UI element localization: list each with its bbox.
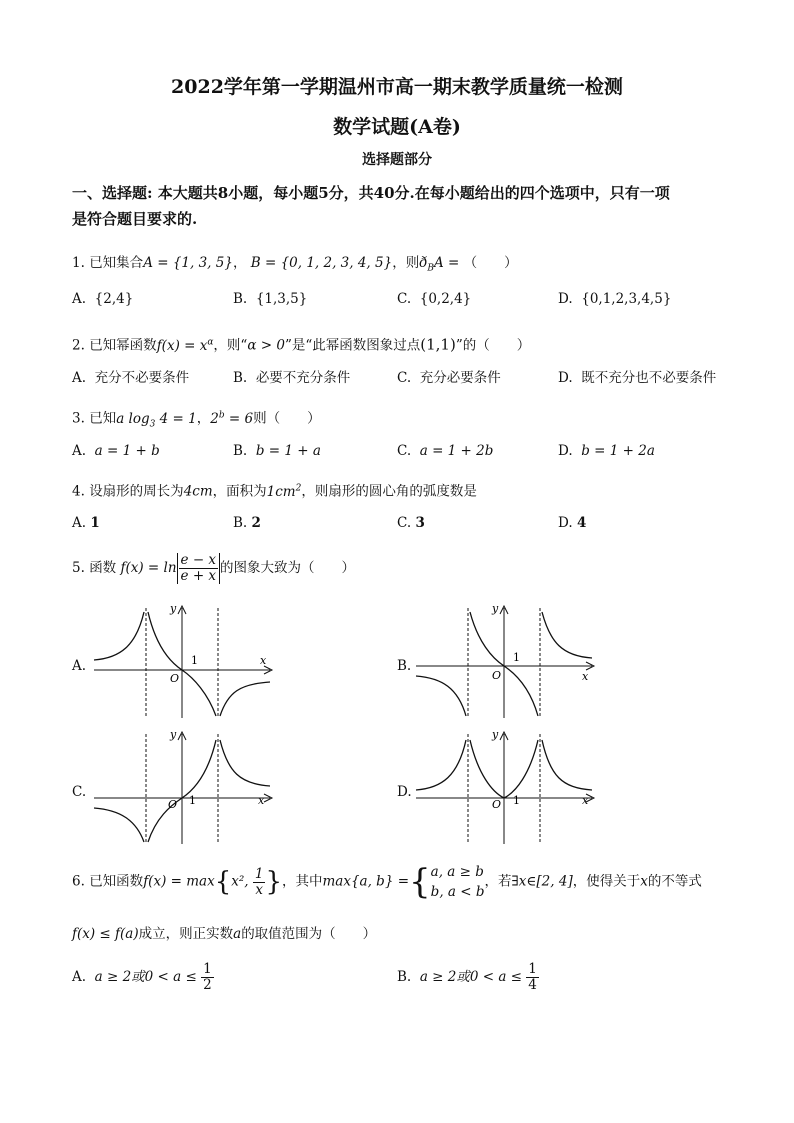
q4-option-d-label: D. xyxy=(558,515,573,531)
q5-graph-label-b: B. xyxy=(397,658,412,674)
section-header-line2: 是符合题目要求的. xyxy=(72,210,198,228)
q6-number: 6. xyxy=(72,873,85,890)
q5-graph-b xyxy=(412,602,597,720)
q6-function: f(x) = max xyxy=(143,873,215,890)
q4-area-exp: 2 xyxy=(295,483,302,493)
q3-option-a-text: a = 1 + b xyxy=(94,443,160,459)
q6-a: a xyxy=(233,926,242,942)
q1-option-b-text: {1,3,5} xyxy=(255,291,308,307)
graph-c-y-axis xyxy=(178,732,186,844)
graph-d-curve-right xyxy=(542,740,592,790)
q2-option-d xyxy=(558,368,716,388)
part-heading: 选择题部分 xyxy=(362,152,432,168)
q6-option-b xyxy=(397,962,539,993)
q2-point: (1,1) xyxy=(420,335,456,354)
question-1: 1. 已知集合A = {1, 3, 5}， B = {0, 1, 2, 3, 4, 5}，则$ð_BA$ = （ ） xyxy=(72,255,518,274)
q6-option-b-den: 4 xyxy=(528,977,537,993)
q5-function: f(x) = ln xyxy=(120,560,177,576)
q1-option-b xyxy=(233,289,307,309)
graph-c-tick: 1 xyxy=(189,794,196,807)
graph-c-x-label: x xyxy=(258,794,265,807)
q4-option-a-label: A. xyxy=(72,515,87,531)
q2-option-b-text: 必要不充分条件 xyxy=(255,370,351,386)
graph-a-y-axis xyxy=(178,606,186,718)
graph-b-curve-right xyxy=(542,612,592,658)
q2-function-exp: α xyxy=(207,337,214,347)
q4-perimeter: 4cm xyxy=(183,483,213,500)
question-6 xyxy=(72,862,702,902)
graph-d-tick: 1 xyxy=(513,794,520,807)
exam-subtitle: 数学试题(A卷) xyxy=(333,116,461,138)
q3-option-d-text: b = 1 + 2a xyxy=(581,443,655,459)
q4-number: 4. xyxy=(72,483,85,500)
q6-option-a-label: A. xyxy=(72,969,87,985)
q1-option-c-label: C. xyxy=(397,291,412,307)
graph-d-y-label: y xyxy=(492,728,499,741)
q2-number: 2. xyxy=(72,337,85,354)
q6-arg: x², xyxy=(231,873,253,890)
q5-graph-d xyxy=(412,728,597,846)
question-6-line2 xyxy=(72,924,376,944)
q2-condition: α > 0 xyxy=(247,337,285,354)
q5-graph-c xyxy=(90,728,275,846)
q3-expr1 xyxy=(116,410,197,430)
exam-title: 2022学年第一学期温州市高一期末教学质量统一检测 xyxy=(171,76,623,98)
graph-c-origin: O xyxy=(168,798,178,811)
q3-option-c xyxy=(397,441,493,461)
q1-option-a xyxy=(72,289,133,309)
q5-fraction xyxy=(179,553,219,584)
graph-d-curve-left xyxy=(416,740,466,790)
q4-option-d xyxy=(558,513,586,533)
q5-text1: 函数 xyxy=(89,560,117,576)
q4-option-b xyxy=(233,513,261,533)
q1-complement-symbol: ð xyxy=(419,255,428,271)
q4-area xyxy=(267,484,302,500)
q1-set-b: B = {0, 1, 2, 3, 4, 5} xyxy=(250,255,393,271)
q6-text4: ，使得关于 xyxy=(572,873,641,890)
graph-b-x-label: x xyxy=(582,670,589,683)
q2-function-expr: f(x) = x xyxy=(156,337,208,354)
q3-expr2-exp: b xyxy=(218,410,225,420)
q6-option-b-text: a ≥ 2或0 < a ≤ xyxy=(419,969,522,985)
q4-option-d-text: 4 xyxy=(576,515,587,531)
q4-option-b-label: B. xyxy=(233,515,248,531)
q6-exists: ∃x∈[2, 4] xyxy=(511,873,573,890)
q6-option-b-num: 1 xyxy=(528,961,537,977)
q2-text4: ”的（ ） xyxy=(455,337,531,354)
q4-option-c-label: C. xyxy=(397,515,412,531)
q2-option-c-text: 充分必要条件 xyxy=(419,370,501,386)
q3-text1: 已知 xyxy=(89,410,117,427)
q5-number: 5. xyxy=(72,560,85,576)
q1-text: 已知集合 xyxy=(89,255,144,271)
q2-option-d-text: 既不充分也不必要条件 xyxy=(581,370,717,386)
q6-inequality: f(x) ≤ f(a) xyxy=(72,926,139,942)
q6-case-1: a, a ≥ b xyxy=(430,864,484,880)
q2-option-a xyxy=(72,368,189,388)
section-header xyxy=(72,180,732,232)
q5-graph-label-d: D. xyxy=(397,784,412,800)
q3-expr1-log: a log xyxy=(116,410,150,427)
q6-option-a xyxy=(72,962,214,993)
graph-d-origin: O xyxy=(492,798,502,811)
q5-graph-label-c: C. xyxy=(72,784,87,800)
q2-option-d-label: D. xyxy=(558,370,573,386)
q6-text2: ，其中 xyxy=(282,873,323,890)
q3-expr2-rest: = 6 xyxy=(224,410,254,427)
q5-text2: 的图象大致为（ ） xyxy=(220,560,356,576)
q3-option-d-label: D. xyxy=(558,443,573,459)
q1-set-a: A = {1, 3, 5} xyxy=(143,255,233,271)
q3-option-c-text: a = 1 + 2b xyxy=(419,443,494,459)
graph-b-origin: O xyxy=(492,669,502,682)
q6-text5: 的不等式 xyxy=(647,873,702,890)
q2-text2: ，则“ xyxy=(213,337,248,354)
q4-text1: 设扇形的周长为 xyxy=(89,483,184,500)
graph-b-tick: 1 xyxy=(513,651,520,664)
graph-c-curve-right xyxy=(220,740,270,786)
q1-complement-expr: A = xyxy=(433,255,460,271)
q3-expr2 xyxy=(210,411,253,427)
q1-option-d xyxy=(558,289,671,309)
q6-cases xyxy=(431,862,485,902)
q3-expr1-base: 3 xyxy=(149,419,156,430)
q6-arg-fraction xyxy=(253,867,266,898)
q5-graph-label-a: A. xyxy=(72,658,87,674)
q3-option-b-label: B. xyxy=(233,443,248,459)
graph-a-x-label: x xyxy=(260,654,267,667)
graph-b-y-axis xyxy=(500,606,508,718)
q4-option-a-text: 1 xyxy=(90,515,100,531)
graph-b-curve-left xyxy=(416,676,466,716)
q5-denominator: e + x xyxy=(180,568,217,584)
graph-a-curve-right xyxy=(220,682,270,716)
q3-number: 3. xyxy=(72,410,85,427)
q6-brace-close: } xyxy=(265,867,282,897)
q5-numerator: e − x xyxy=(180,552,217,568)
q6-option-b-fraction xyxy=(526,962,539,993)
graph-d-x-label: x xyxy=(582,794,589,807)
graph-a-tick: 1 xyxy=(191,654,198,667)
q6-line2-text: 成立，则正实数 xyxy=(138,926,234,942)
q3-expr2-base: 2 xyxy=(210,410,219,427)
q6-option-b-label: B. xyxy=(397,969,412,985)
q4-option-c xyxy=(397,513,425,533)
q6-case-2: b, a < b xyxy=(430,884,485,900)
q6-arg-numerator: 1 xyxy=(254,865,264,882)
q3-option-c-label: C. xyxy=(397,443,412,459)
q6-x: x xyxy=(640,873,648,890)
q4-option-c-text: 3 xyxy=(415,515,425,531)
graph-a-y-label: y xyxy=(170,602,177,615)
q2-option-a-label: A. xyxy=(72,370,87,386)
q1-complement-sub: B xyxy=(427,263,434,274)
q2-text3: ”是“此幂函数图象过点 xyxy=(284,337,421,354)
q3-text2: ， xyxy=(196,410,211,427)
q6-cases-brace: { xyxy=(409,862,431,902)
q2-option-c xyxy=(397,368,501,388)
question-5 xyxy=(72,553,355,584)
question-3 xyxy=(72,405,321,434)
q3-option-a-label: A. xyxy=(72,443,87,459)
q2-text1: 已知幂函数 xyxy=(89,337,157,354)
q6-option-a-num: 1 xyxy=(203,961,212,977)
q6-max-def: max{a, b} = xyxy=(322,873,410,890)
q5-graph-a xyxy=(90,602,275,720)
q1-option-a-label: A. xyxy=(72,291,87,307)
q2-option-b-label: B. xyxy=(233,370,248,386)
question-2 xyxy=(72,332,530,356)
graph-c-y-label: y xyxy=(170,728,177,741)
q1-paren: （ ） xyxy=(463,255,518,271)
graph-b-y-label: y xyxy=(492,602,499,615)
graph-d-y-axis xyxy=(500,732,508,844)
graph-c-curve-left xyxy=(94,808,144,842)
q1-text2: ，则 xyxy=(392,255,420,271)
q3-option-b-text: b = 1 + a xyxy=(255,443,321,459)
q4-text3: ，则扇形的圆心角的弧度数是 xyxy=(301,483,477,500)
q1-option-d-label: D. xyxy=(558,291,573,307)
q5-abs-bars xyxy=(177,553,221,584)
q6-brace-open: { xyxy=(214,867,232,897)
graph-a-curve-left xyxy=(94,612,144,660)
q2-option-c-label: C. xyxy=(397,370,412,386)
q1-number: 1. xyxy=(72,255,85,271)
q6-option-a-den: 2 xyxy=(203,977,212,993)
q1-option-b-label: B. xyxy=(233,291,248,307)
q6-text1: 已知函数 xyxy=(89,873,144,890)
q3-option-d xyxy=(558,441,655,461)
section-header-line1: 一、选择题: 本大题共8小题，每小题5分，共40分.在每小题给出的四个选项中，只有一项 xyxy=(72,184,670,202)
q2-function xyxy=(157,338,214,354)
q6-option-a-fraction xyxy=(201,962,214,993)
q2-option-b xyxy=(233,368,350,388)
q4-option-b-text: 2 xyxy=(251,515,261,531)
q3-text3: 则（ ） xyxy=(253,410,321,427)
q6-option-a-text: a ≥ 2或0 < a ≤ xyxy=(94,969,197,985)
q1-option-d-text: {0,1,2,3,4,5} xyxy=(581,291,672,307)
q4-text2: ，面积为 xyxy=(212,483,267,500)
q6-line2-text2: 的取值范围为（ ） xyxy=(241,926,377,942)
q3-expr1-rest: 4 = 1 xyxy=(155,410,197,427)
q6-arg-denominator: x xyxy=(255,881,263,898)
question-4 xyxy=(72,478,477,502)
q1-option-c-text: {0,2,4} xyxy=(419,291,472,307)
q1-complement xyxy=(419,255,460,274)
q4-option-a xyxy=(72,513,100,533)
q3-option-b xyxy=(233,441,321,461)
q2-option-a-text: 充分不必要条件 xyxy=(94,370,190,386)
q6-text3: ，若 xyxy=(484,873,512,890)
q1-option-c xyxy=(397,289,471,309)
q4-area-value: 1cm xyxy=(266,483,296,500)
q3-option-a xyxy=(72,441,160,461)
graph-a-origin: O xyxy=(170,672,180,685)
q1-option-a-text: {2,4} xyxy=(94,291,134,307)
